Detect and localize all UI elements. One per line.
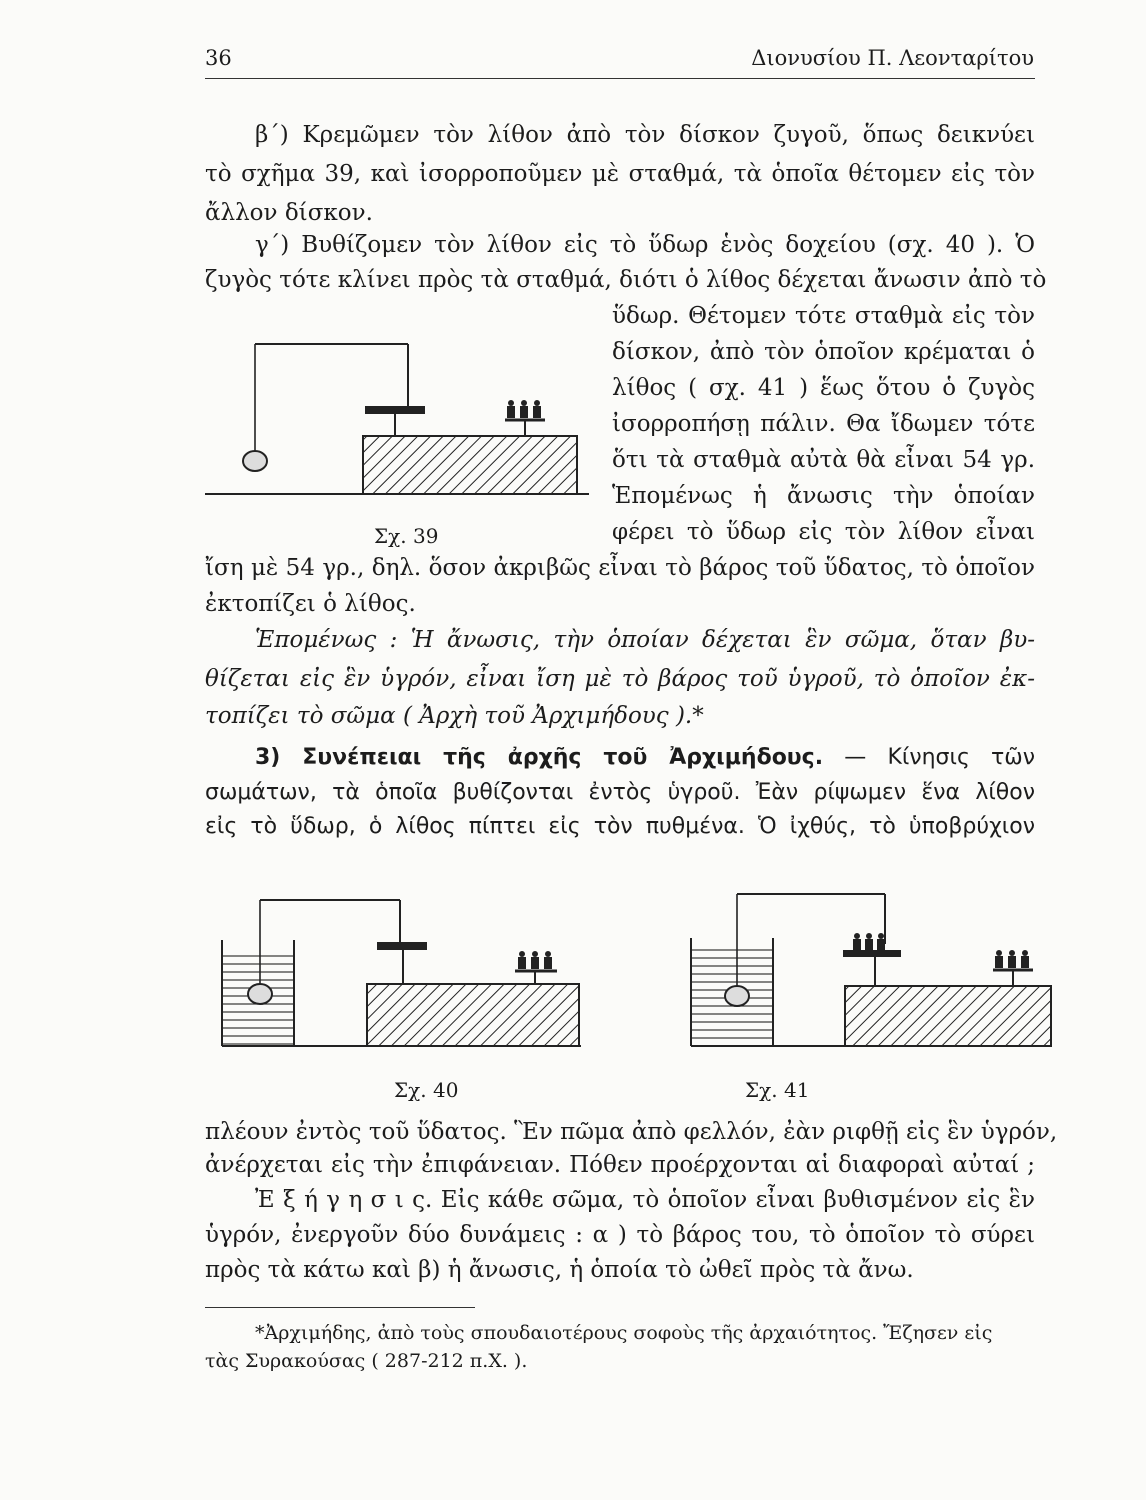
- text-line: λίθος ( σχ. 41 ) ἕως ὅτου ὁ ζυγὸς: [612, 375, 1035, 401]
- text-line: β΄) Κρεμῶμεν τὸν λίθον ἀπὸ τὸν δίσκον ζυγοῦ, ὅπως δεικνύει: [255, 122, 1035, 148]
- running-title: Διονυσίου Π. Λεονταρίτου: [751, 46, 1034, 70]
- figure-40-caption: Σχ. 40: [394, 1078, 459, 1102]
- text-line: εἰς τὸ ὕδωρ, ὁ λίθος πίπτει εἰς τὸν πυθμένα. Ὁ ἰχθύς, τὸ ὑποβρύχιον: [205, 814, 1035, 839]
- text-line: ὅτι τὰ σταθμὰ αὐτὰ θὰ εἶναι 54 γρ.: [612, 447, 1035, 473]
- header-rule: [205, 78, 1035, 79]
- text-line: πλέουν ἐντὸς τοῦ ὕδατος. Ἓν πῶμα ἀπὸ φελλόν, ἐὰν ριφθῇ εἰς ἓν ὑγρόν,: [205, 1119, 1058, 1145]
- italic-line: τοπίζει τὸ σῶμα ( Ἀρχὴ τοῦ Ἀρχιμήδους ).*: [205, 703, 704, 729]
- text-line: ὑγρόν, ἐνεργοῦν δύο δυνάμεις : α ) τὸ βάρος του, τὸ ὁποῖον τὸ σύρει: [205, 1222, 1035, 1248]
- text-line: ἄλλον δίσκον.: [205, 200, 373, 226]
- text-line: ἴση μὲ 54 γρ., δηλ. ὅσον ἀκριβῶς εἶναι τὸ βάρος τοῦ ὕδατος, τὸ ὁποῖον: [205, 555, 1035, 581]
- text-line: δίσκον, ἀπὸ τὸν ὁποῖον κρέμαται ὁ: [612, 339, 1035, 365]
- text-line: ἰσορροπήσῃ πάλιν. Θα ἴδωμεν τότε: [612, 411, 1035, 437]
- footnote-line: τὰς Συρακούσας ( 287-212 π.Χ. ).: [205, 1350, 528, 1372]
- text-line: φέρει τὸ ὕδωρ εἰς τὸν λίθον εἶναι: [612, 519, 1035, 545]
- text-line: πρὸς τὰ κάτω καὶ β) ἡ ἄνωσις, ἡ ὁποία τὸ ὠθεῖ πρὸς τὰ ἄνω.: [205, 1257, 914, 1283]
- figure-40-balance-in-water: [205, 888, 585, 1058]
- text-line: ζυγὸς τότε κλίνει πρὸς τὰ σταθμά, διότι ὁ λίθος δέχεται ἄνωσιν ἀπὸ τὸ: [205, 267, 1047, 293]
- footnote-rule: [205, 1307, 475, 1308]
- figure-41-caption: Σχ. 41: [745, 1078, 810, 1102]
- figure-39-caption: Σχ. 39: [374, 524, 439, 548]
- text-line: Ἑπομένως ἡ ἄνωσις τὴν ὁποίαν: [612, 483, 1035, 509]
- text-line: γ΄) Βυθίζομεν τὸν λίθον εἰς τὸ ὕδωρ ἑνὸς δοχείου (σχ. 40 ). Ὁ: [255, 232, 1035, 258]
- section-heading-bold: 3) Συνέπειαι τῆς ἀρχῆς τοῦ Ἀρχιμήδους.: [255, 745, 824, 770]
- text-line: ἀνέρχεται εἰς τὴν ἐπιφάνειαν. Πόθεν προέρχονται αἱ διαφοραὶ αὐταί ;: [205, 1152, 1035, 1178]
- section-heading: [255, 743, 1035, 773]
- text-line: ὕδωρ. Θέτομεν τότε σταθμὰ εἰς τὸν: [612, 303, 1035, 329]
- italic-line: θίζεται εἰς ἓν ὑγρόν, εἶναι ἴση μὲ τὸ βάρος τοῦ ὑγροῦ, τὸ ὁποῖον ἐκ-: [205, 666, 1035, 692]
- text-line: ἐκτοπίζει ὁ λίθος.: [205, 591, 416, 617]
- page-number: 36: [205, 46, 232, 70]
- figure-41-balance-restored: [685, 882, 1055, 1057]
- text-line: σωμάτων, τὰ ὁποῖα βυθίζονται ἐντὸς ὑγροῦ. Ἐὰν ρίψωμεν ἕνα λίθον: [205, 780, 1035, 805]
- italic-line: Ἑπομένως : Ἡ ἄνωσις, τὴν ὁποίαν δέχεται ἓν σῶμα, ὅταν βυ-: [255, 627, 1035, 653]
- footnote-line: *Ἀρχιμήδης, ἀπὸ τοὺς σπουδαιοτέρους σοφοὺς τῆς ἀρχαιότητος. Ἔζησεν εἰς: [255, 1322, 993, 1344]
- text-line: Ἐ ξ ή γ η σ ι ς. Εἰς κάθε σῶμα, τὸ ὁποῖον εἶναι βυθισμένον εἰς ἓν: [255, 1187, 1035, 1213]
- section-heading-rest: — Κίνησις τῶν: [823, 745, 1035, 770]
- figure-39-balance: [205, 330, 595, 510]
- text-line: τὸ σχῆμα 39, καὶ ἰσορροποῦμεν μὲ σταθμά, τὰ ὁποῖα θέτομεν εἰς τὸν: [205, 161, 1035, 187]
